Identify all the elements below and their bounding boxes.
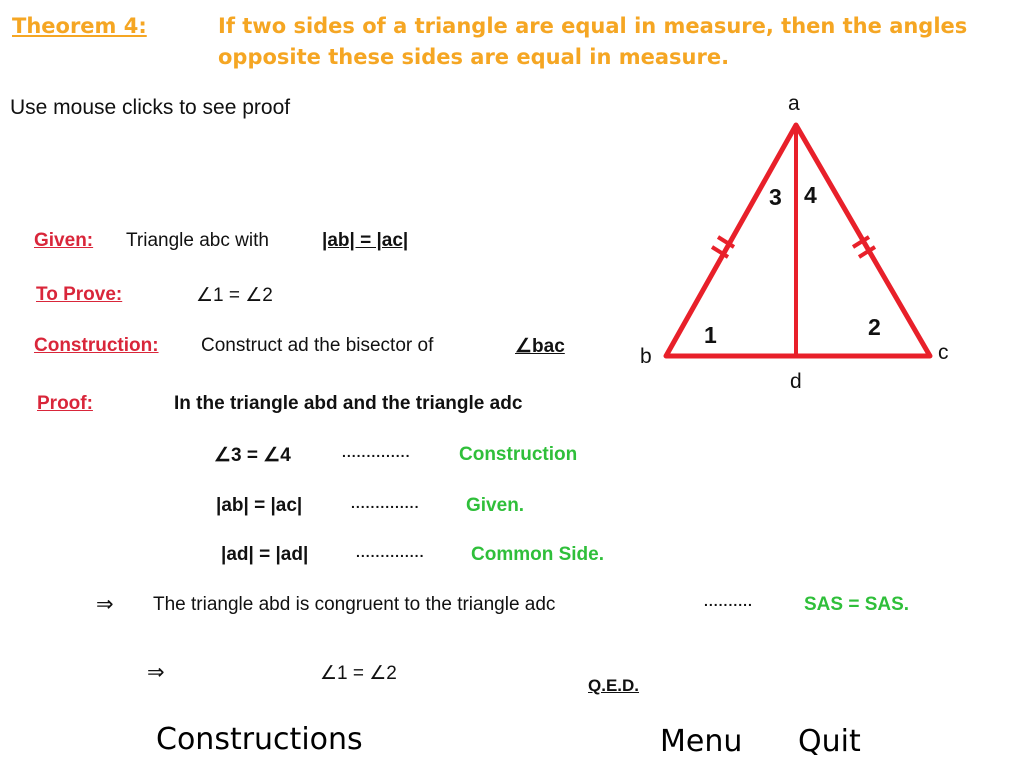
proof-step2-statement: |ab| = |ac| <box>216 495 303 516</box>
menu-link[interactable]: Menu <box>660 724 743 759</box>
vertex-a-label: a <box>788 92 800 115</box>
proof-step3-reason: Common Side. <box>471 544 605 565</box>
proof-step2-dots: .............. <box>351 495 420 511</box>
theorem-statement-line2: opposite these sides are equal in measure. <box>218 45 730 69</box>
construction-label: Construction: <box>34 335 159 356</box>
vertex-c-label: c <box>938 341 949 364</box>
proof-step1-reason: Construction <box>459 444 578 465</box>
to-prove-math: ∠1 = ∠2 <box>196 285 273 306</box>
proof-step3-dots: .............. <box>356 544 425 560</box>
proof-step2-reason: Given. <box>466 495 525 516</box>
construction-math: ∠bac <box>515 336 565 357</box>
congruence-dots: .......... <box>704 593 753 609</box>
theorem-label: Theorem 4: <box>12 14 147 38</box>
congruence-statement: The triangle abd is congruent to the triangle adc <box>153 594 556 615</box>
angle-3-label: 3 <box>769 184 782 210</box>
angle-1-label: 1 <box>704 322 717 348</box>
instruction-text: Use mouse clicks to see proof <box>10 96 291 119</box>
conclusion-math: ∠1 = ∠2 <box>320 663 397 684</box>
to-prove-label: To Prove: <box>36 284 123 305</box>
proof-step1-dots: .............. <box>342 444 411 460</box>
angle-4-label: 4 <box>804 182 817 208</box>
proof-intro: In the triangle abd and the triangle adc <box>174 393 523 414</box>
given-label: Given: <box>34 230 94 251</box>
conclusion-arrow-icon: ⇒ <box>147 660 165 684</box>
given-text: Triangle abc with <box>126 230 269 251</box>
quit-link[interactable]: Quit <box>798 724 861 759</box>
theorem-statement-line1: If two sides of a triangle are equal in measure, then the angles <box>218 14 968 38</box>
proof-step3-statement: |ad| = |ad| <box>221 544 309 565</box>
point-d-label: d <box>790 370 802 393</box>
qed-text: Q.E.D. <box>588 676 640 695</box>
angle-2-label: 2 <box>868 314 881 340</box>
constructions-link[interactable]: Constructions <box>156 722 363 757</box>
proof-label: Proof: <box>37 393 93 414</box>
construction-text: Construct ad the bisector of <box>201 335 434 356</box>
vertex-b-label: b <box>640 345 652 368</box>
implies-arrow-icon: ⇒ <box>96 592 114 616</box>
proof-step1-statement: ∠3 = ∠4 <box>214 445 291 466</box>
congruence-reason: SAS = SAS. <box>804 594 910 615</box>
given-math: |ab| = |ac| <box>322 230 409 251</box>
